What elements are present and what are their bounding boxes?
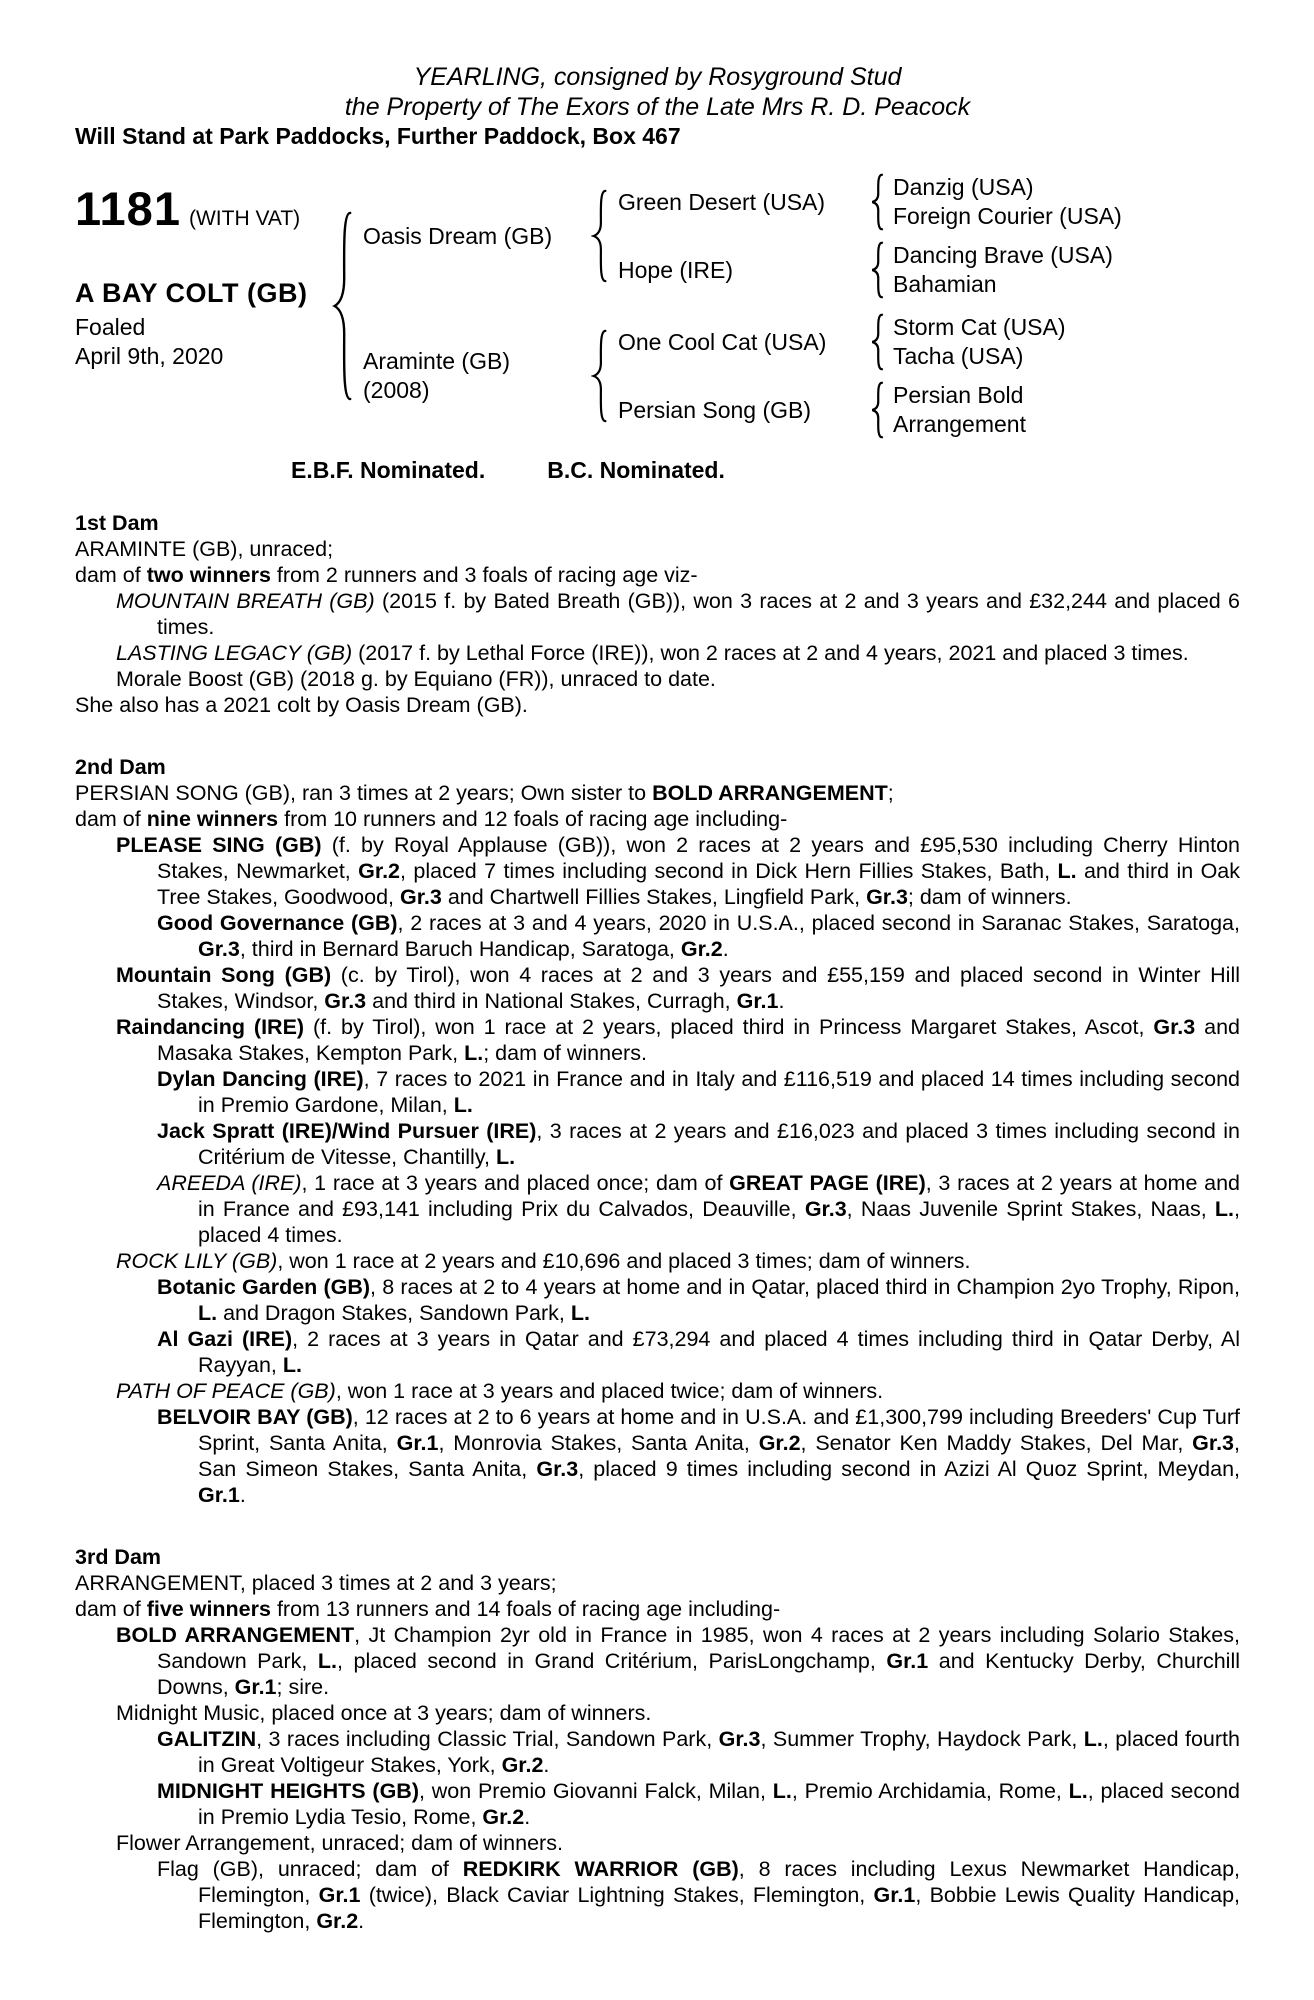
pedigree-tree [363, 173, 1122, 439]
second-dam-heading: 2nd Dam [75, 755, 166, 779]
catalogue-paragraph: GALITZIN, 3 races including Classic Trial, Sandown Park, Gr.3, Summer Trophy, Haydock Park, L., placed fourth in Great Voltigeur Stakes, York, Gr.2. [157, 1727, 1240, 1777]
first-dam-heading: 1st Dam [75, 511, 159, 535]
catalogue-paragraph: Flag (GB), unraced; dam of REDKIRK WARRIOR (GB), 8 races including Lexus Newmarket Handicap, Flemington, Gr.1 (twice), Black Caviar Lightning Stakes, Flemington, Gr.1, Bobbie Lewis Quality Handicap, Flemington, Gr.2. [157, 1857, 1240, 1933]
catalogue-paragraph: LASTING LEGACY (GB) (2017 f. by Lethal Force (IRE)), won 2 races at 2 and 4 years, 2021 and placed 3 times. [116, 641, 1189, 665]
third-dam-heading: 3rd Dam [75, 1545, 162, 1569]
catalogue-paragraph: Good Governance (GB), 2 races at 3 and 4 years, 2020 in U.S.A., placed second in Saranac Stakes, Saratoga, Gr.3, third in Bernard Baruch Handicap, Saratoga, Gr.2. [157, 911, 1240, 961]
sire-sire-name: Green Desert (USA) [618, 188, 826, 215]
vat-note: (WITH VAT) [188, 207, 301, 230]
sire-dam-branch [618, 241, 1122, 299]
lot-number: 1181 [75, 182, 181, 235]
dam-dam-name: Persian Song (GB) [618, 396, 812, 423]
dam-name: Araminte (GB) [363, 348, 510, 374]
dam-sire-dam-name: Tacha (USA) [893, 343, 1024, 369]
sire-branch [363, 173, 1122, 299]
catalogue-paragraph: Mountain Song (GB) (c. by Tirol), won 4 races at 2 and 3 years and £55,159 and placed second in Winter Hill Stakes, Windsor, Gr.3 and third in National Stakes, Curragh, Gr.1. [116, 963, 1241, 1013]
catalogue-paragraph: Raindancing (IRE) (f. by Tirol), won 1 race at 2 years, placed third in Princess Margaret Stakes, Ascot, Gr.3 and Masaka Stakes, Kempton Park, L.; dam of winners. [116, 1015, 1240, 1065]
dam-sire-name: One Cool Cat (USA) [618, 328, 827, 355]
bc-nomination: B.C. Nominated. [547, 457, 725, 483]
catalogue-paragraph: dam of two winners from 2 runners and 3 foals of racing age viz- [75, 563, 698, 587]
sire-dam-dam-name: Bahamian [893, 271, 997, 297]
catalogue-paragraph: AREEDA (IRE), 1 race at 3 years and placed once; dam of GREAT PAGE (IRE), 3 races at 2 years at home and in France and £93,141 including Prix du Calvados, Deauville, Gr.3, Naas Juvenile Sprint Stakes, Naas, L., placed 4 times. [157, 1171, 1240, 1247]
stand-location: Will Stand at Park Paddocks, Further Paddock, Box 467 [75, 123, 681, 149]
catalogue-paragraph: ARAMINTE (GB), unraced; [75, 537, 334, 561]
lot-description: A BAY COLT (GB) [75, 278, 308, 308]
sire-sire-sire-name: Danzig (USA) [893, 174, 1034, 200]
pedigree-brace-dam-dam [870, 381, 885, 439]
catalogue-paragraph: BELVOIR BAY (GB), 12 races at 2 to 6 years at home and in U.S.A. and £1,300,799 including Breeders' Cup Turf Sprint, Santa Anita, Gr.1, Monrovia Stakes, Santa Anita, Gr.2, Senator Ken Maddy Stakes, Del Mar, Gr.3, San Simeon Stakes, Santa Anita, Gr.3, placed 9 times including second in Azizi Al Quoz Sprint, Meydan, Gr.1. [157, 1405, 1241, 1507]
pedigree-block [75, 173, 1240, 439]
ebf-nomination: E.B.F. Nominated. [291, 457, 486, 483]
catalogue-paragraph: dam of nine winners from 10 runners and 12 foals of racing age including- [75, 807, 788, 831]
third-dam-paragraphs [75, 1570, 1240, 1934]
sire-dam-name: Hope (IRE) [618, 256, 734, 283]
dam-sire-sire-name: Storm Cat (USA) [893, 314, 1066, 340]
dam-year: (2008) [363, 377, 430, 403]
consignor-line: YEARLING, consigned by Rosyground Stud [413, 63, 902, 91]
sire-dam-sire-name: Dancing Brave (USA) [893, 242, 1113, 268]
catalogue-paragraph: ROCK LILY (GB), won 1 race at 2 years and £10,696 and placed 3 times; dam of winners. [116, 1249, 971, 1273]
dam-branch [363, 313, 1122, 439]
pedigree-brace-sire-dam [870, 241, 885, 299]
foaled-label: Foaled [75, 314, 146, 340]
sire-sire-dam-name: Foreign Courier (USA) [893, 203, 1122, 229]
catalogue-paragraph: dam of five winners from 13 runners and 14 foals of racing age including- [75, 1597, 781, 1621]
catalogue-paragraph: Dylan Dancing (IRE), 7 races to 2021 in France and in Italy and £116,519 and placed 14 times including second in Premio Gardone, Milan, L. [157, 1067, 1241, 1117]
catalogue-paragraph: Al Gazi (IRE), 2 races at 3 years in Qatar and £73,294 and placed 4 times including third in Qatar Derby, Al Rayyan, L. [157, 1327, 1240, 1377]
pedigree-brace-sire [591, 188, 609, 284]
dam-sire-branch [618, 313, 1066, 371]
second-dam-paragraphs [75, 780, 1240, 1508]
sire-name: Oasis Dream (GB) [363, 222, 553, 249]
section-first-dam [75, 510, 1240, 718]
dam-dam-sire-name: Persian Bold [893, 382, 1024, 408]
dam-name-block [363, 347, 591, 405]
dam-dam-dam-name: Arrangement [893, 411, 1026, 437]
catalogue-paragraph: BOLD ARRANGEMENT, Jt Champion 2yr old in France in 1985, won 4 races at 2 years including Solario Stakes, Sandown Park, L., placed second in Grand Critérium, ParisLongchamp, Gr.1 and Kentucky Derby, Churchill Downs, Gr.1; sire. [116, 1623, 1241, 1699]
lot-info [75, 173, 331, 371]
pedigree-brace-dam [591, 328, 609, 424]
catalogue-paragraph: MIDNIGHT HEIGHTS (GB), won Premio Giovanni Falck, Milan, L., Premio Archidamia, Rome, L., placed second in Premio Lydia Tesio, Rome, Gr.2. [157, 1779, 1240, 1829]
catalogue-paragraph: Morale Boost (GB) (2018 g. by Equiano (FR)), unraced to date. [116, 667, 716, 691]
section-third-dam [75, 1544, 1240, 1934]
pedigree-brace-dam-sire [870, 313, 885, 371]
pedigree-brace-sire-sire [870, 173, 885, 231]
catalogue-paragraph: Botanic Garden (GB), 8 races at 2 to 4 years at home and in Qatar, placed third in Champion 2yo Trophy, Ripon, L. and Dragon Stakes, Sandown Park, L. [157, 1275, 1240, 1325]
catalogue-paragraph: ARRANGEMENT, placed 3 times at 2 and 3 years; [75, 1571, 557, 1595]
catalogue-paragraph: Midnight Music, placed once at 3 years; dam of winners. [116, 1701, 652, 1725]
foaled-date: April 9th, 2020 [75, 343, 224, 369]
catalogue-paragraph: She also has a 2021 colt by Oasis Dream (GB). [75, 693, 528, 717]
first-dam-paragraphs [75, 536, 1240, 718]
owner-line: the Property of The Exors of the Late Mrs R. D. Peacock [344, 93, 971, 121]
sire-sire-branch [618, 173, 1122, 231]
dam-dam-branch [618, 381, 1066, 439]
section-second-dam [75, 754, 1240, 1508]
catalogue-paragraph: MOUNTAIN BREATH (GB) (2015 f. by Bated Breath (GB)), won 3 races at 2 and 3 years and £32,244 and placed 6 times. [116, 589, 1240, 639]
pedigree-brace-main [331, 207, 355, 405]
catalogue-paragraph: PATH OF PEACE (GB), won 1 race at 3 years and placed twice; dam of winners. [116, 1379, 884, 1403]
catalogue-paragraph: Flower Arrangement, unraced; dam of winners. [116, 1831, 563, 1855]
catalogue-paragraph: PERSIAN SONG (GB), ran 3 times at 2 years; Own sister to BOLD ARRANGEMENT; [75, 781, 894, 805]
catalogue-paragraph: Jack Spratt (IRE)/Wind Pursuer (IRE), 3 races at 2 years and £16,023 and placed 3 times including second in Critérium de Vitesse, Chantilly, L. [157, 1119, 1240, 1169]
catalogue-paragraph: PLEASE SING (GB) (f. by Royal Applause (GB)), won 2 races at 2 years and £95,530 including Cherry Hinton Stakes, Newmarket, Gr.2, placed 7 times including second in Dick Hern Fillies Stakes, Bath, L. and third in Oak Tree Stakes, Goodwood, Gr.3 and Chartwell Fillies Stakes, Lingfield Park, Gr.3; dam of winners. [116, 833, 1240, 909]
nominations-row [75, 457, 1240, 484]
